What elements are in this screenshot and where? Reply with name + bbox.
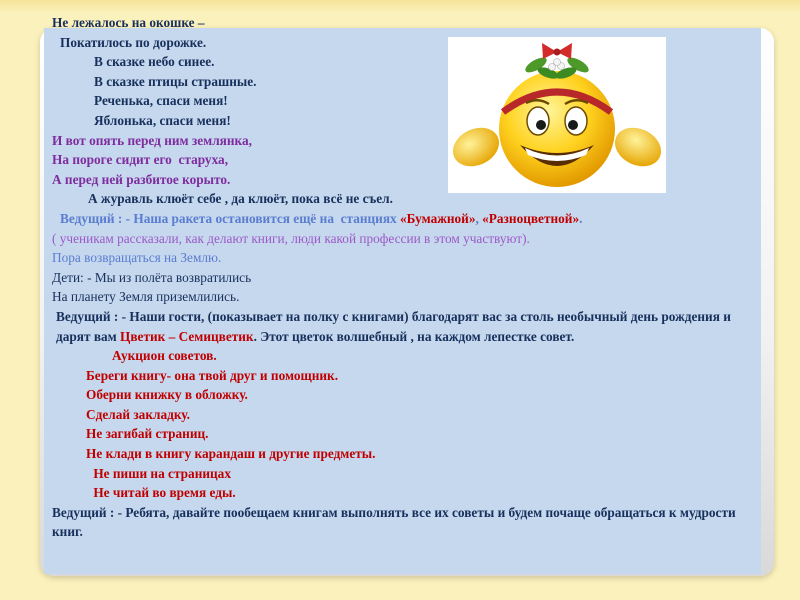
auction-tip: Сделай закладку. bbox=[86, 406, 190, 422]
host-text: Ведущий : - Наши гости, (показывает на полку с книгами) благодарят вас за столь необычный день рождения и дарят вам bbox=[56, 308, 731, 344]
auction-tip: Не пиши на страницах bbox=[90, 465, 231, 481]
kids-line: На планету Земля приземлились. bbox=[52, 289, 240, 305]
poem-line: На пороге сидит его старуха, bbox=[52, 152, 229, 168]
note-line: ( ученикам рассказали, как делают книги, люди какой профессии в этом участвуют). bbox=[52, 230, 530, 246]
poem-line: Яблонька, спаси меня! bbox=[94, 112, 231, 128]
host-line-stations bbox=[52, 209, 758, 229]
separator: , bbox=[475, 210, 483, 226]
host-text: . Этот цветок волшебный , на каждом лепестке совет. bbox=[253, 328, 575, 344]
auction-tip: Береги книгу- она твой друг и помощник. bbox=[86, 367, 339, 383]
punctuation: . bbox=[579, 210, 583, 226]
slide-background-stripe bbox=[0, 0, 800, 14]
flower-name: Цветик – Семицветик bbox=[120, 328, 254, 344]
slide-text bbox=[52, 13, 758, 542]
poem-line: А журавль клюёт себе , да клюёт, пока всё не съел. bbox=[88, 191, 393, 207]
return-line: Пора возвращаться на Землю. bbox=[52, 250, 222, 266]
poem-line: Реченька, спаси меня! bbox=[94, 93, 228, 109]
station-name: «Бумажной» bbox=[400, 210, 476, 226]
poem-line: В сказке небо синее. bbox=[94, 54, 215, 70]
kids-line: Дети: - Мы из полёта возвратились bbox=[52, 269, 252, 285]
host-line-closing: Ведущий : - Ребята, давайте пообещаем книгам выполнять все их советы и будем почаще обращаться к мудрости книг. bbox=[52, 504, 736, 540]
auction-title: Аукцион советов. bbox=[112, 348, 217, 364]
poem-line: Не лежалось на окошке – bbox=[52, 15, 205, 30]
poem-line: Покатилось по дорожке. bbox=[60, 34, 207, 50]
auction-tip: Оберни книжку в обложку. bbox=[86, 387, 248, 403]
host-line-gift bbox=[52, 307, 758, 346]
host-text: Ведущий : - Наша ракета остановится ещё на станциях bbox=[60, 210, 401, 226]
poem-line: И вот опять перед ним землянка, bbox=[52, 132, 252, 148]
poem-line: В сказке птицы страшные. bbox=[94, 73, 257, 89]
auction-tip: Не загибай страниц. bbox=[86, 426, 209, 442]
station-name: «Разноцветной» bbox=[482, 210, 580, 226]
auction-tip: Не клади в книгу карандаш и другие предметы. bbox=[86, 446, 376, 462]
auction-tip: Не читай во время еды. bbox=[90, 485, 236, 501]
poem-line: А перед ней разбитое корыто. bbox=[52, 171, 231, 187]
